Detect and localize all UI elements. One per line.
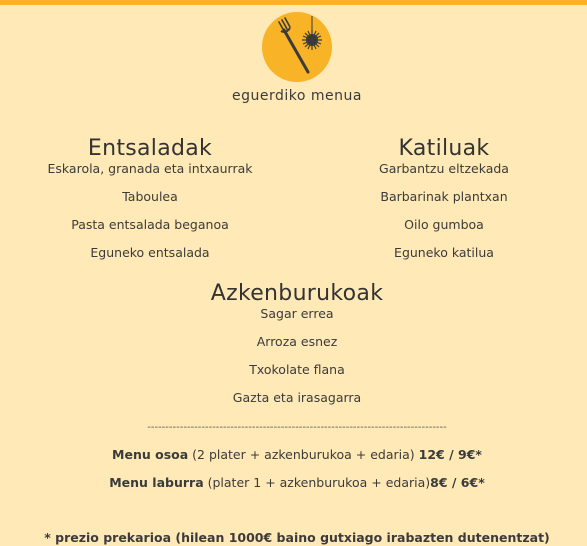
price-menu-name: Menu laburra <box>109 475 204 490</box>
price-menu-detail: (plater 1 + azkenburukoa + edaria) <box>203 475 431 490</box>
fork-and-sea-urchin-icon <box>262 12 332 82</box>
price-footnote: * prezio prekarioa (hilean 1000€ baino gutxiago irabazten dutenentzat) <box>44 530 550 545</box>
dashed-divider: ----------------------------------------------------------------------------------- <box>147 422 447 433</box>
bowls-section <box>334 136 554 260</box>
restaurant-logo <box>262 12 332 82</box>
menu-item: Eskarola, granada eta intxaurrak <box>47 161 253 176</box>
menu-item: Barbarinak plantxan <box>380 189 508 204</box>
menu-item: Eguneko katilua <box>394 245 494 260</box>
menu-item: Oilo gumboa <box>404 217 484 232</box>
bowls-list <box>334 162 554 260</box>
menu-item: Eguneko entsalada <box>90 245 210 260</box>
top-accent-bar <box>0 0 587 5</box>
section-title-salads: Entsaladak <box>87 136 213 161</box>
price-menu-detail: (2 plater + azkenburukoa + edaria) <box>188 447 419 462</box>
menu-item: Arroza esnez <box>256 334 338 349</box>
price-line-full-menu <box>0 447 587 462</box>
price-menu-name: Menu osoa <box>112 447 189 462</box>
menu-item: Taboulea <box>122 189 178 204</box>
menu-item: Pasta entsalada beganoa <box>71 217 229 232</box>
price-amount: 12€ / 9€* <box>418 447 482 462</box>
price-line-short-menu <box>0 475 587 490</box>
salads-section <box>40 136 260 260</box>
section-title-bowls: Katiluak <box>398 136 490 161</box>
menu-item: Sagar errea <box>260 306 334 321</box>
desserts-list <box>160 307 434 405</box>
page-title: eguerdiko menua <box>232 88 362 104</box>
price-amount: 8€ / 6€* <box>430 475 485 490</box>
menu-item: Txokolate flana <box>249 362 345 377</box>
menu-item: Gazta eta irasagarra <box>232 390 362 405</box>
menu-item: Garbantzu eltzekada <box>379 161 509 176</box>
salads-list <box>40 162 260 260</box>
section-title-desserts: Azkenburukoak <box>210 281 384 306</box>
desserts-section <box>160 281 434 405</box>
